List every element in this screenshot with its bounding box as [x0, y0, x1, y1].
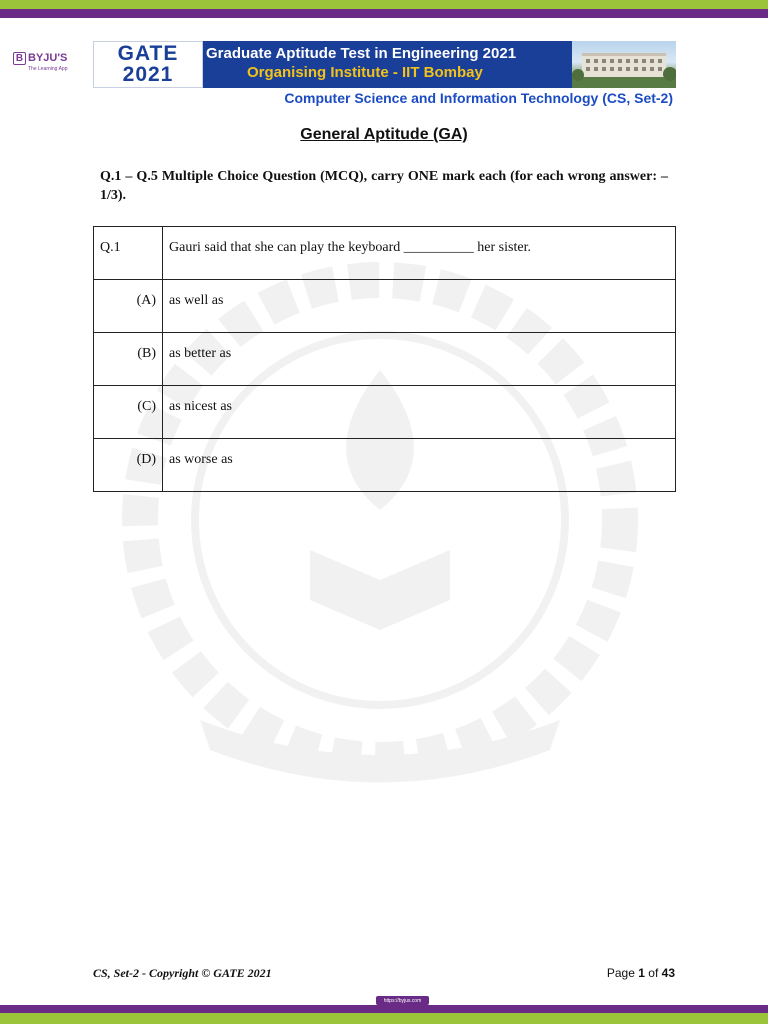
page-total: 43 — [661, 966, 675, 980]
top-accent-bar-purple — [0, 9, 768, 18]
top-accent-bar-green — [0, 0, 768, 9]
byjus-logo — [13, 52, 67, 72]
option-label: (A) — [94, 280, 163, 333]
question-row — [94, 227, 676, 280]
gate-logo — [93, 41, 203, 88]
option-label: (C) — [94, 386, 163, 439]
page-current: 1 — [638, 966, 645, 980]
question-table — [93, 226, 676, 492]
gate-logo-word: GATE — [117, 42, 179, 65]
banner-title: Graduate Aptitude Test in Engineering 2021 — [206, 45, 517, 62]
campus-building-image — [572, 41, 676, 88]
page-of: of — [648, 966, 659, 980]
subject-title: Computer Science and Information Technology (CS, Set-2) — [284, 90, 673, 106]
bottom-accent-bar-green — [0, 1013, 768, 1024]
section-instructions: Q.1 – Q.5 Multiple Choice Question (MCQ), carry ONE mark each (for each wrong answer: – 1/3). — [100, 169, 668, 203]
bottom-accent-bar-purple — [0, 1005, 768, 1013]
option-text: as well as — [163, 280, 676, 333]
option-row-b — [94, 333, 676, 386]
option-row-c — [94, 386, 676, 439]
option-label: (B) — [94, 333, 163, 386]
gate-logo-year: 2021 — [122, 63, 174, 86]
question-number: Q.1 — [94, 227, 163, 280]
option-label: (D) — [94, 439, 163, 492]
question-text: Gauri said that she can play the keyboard __________ her sister. — [163, 227, 676, 280]
gate-header-banner — [93, 41, 676, 88]
option-row-a — [94, 280, 676, 333]
option-text: as worse as — [163, 439, 676, 492]
byjus-logo-tagline: The Learning App — [28, 66, 68, 72]
banner-organiser: Organising Institute - IIT Bombay — [247, 64, 483, 81]
page-word: Page — [606, 966, 635, 980]
byjus-logo-name: BYJU'S — [28, 52, 68, 64]
byjus-logo-icon: B — [13, 52, 26, 65]
option-text: as better as — [163, 333, 676, 386]
option-row-d — [94, 439, 676, 492]
footer-copyright: CS, Set-2 - Copyright © GATE 2021 — [93, 966, 272, 980]
page-indicator — [607, 966, 675, 980]
footer-url-link[interactable]: https://byjus.com — [376, 996, 429, 1005]
section-title: General Aptitude (GA) — [300, 126, 468, 143]
option-text: as nicest as — [163, 386, 676, 439]
